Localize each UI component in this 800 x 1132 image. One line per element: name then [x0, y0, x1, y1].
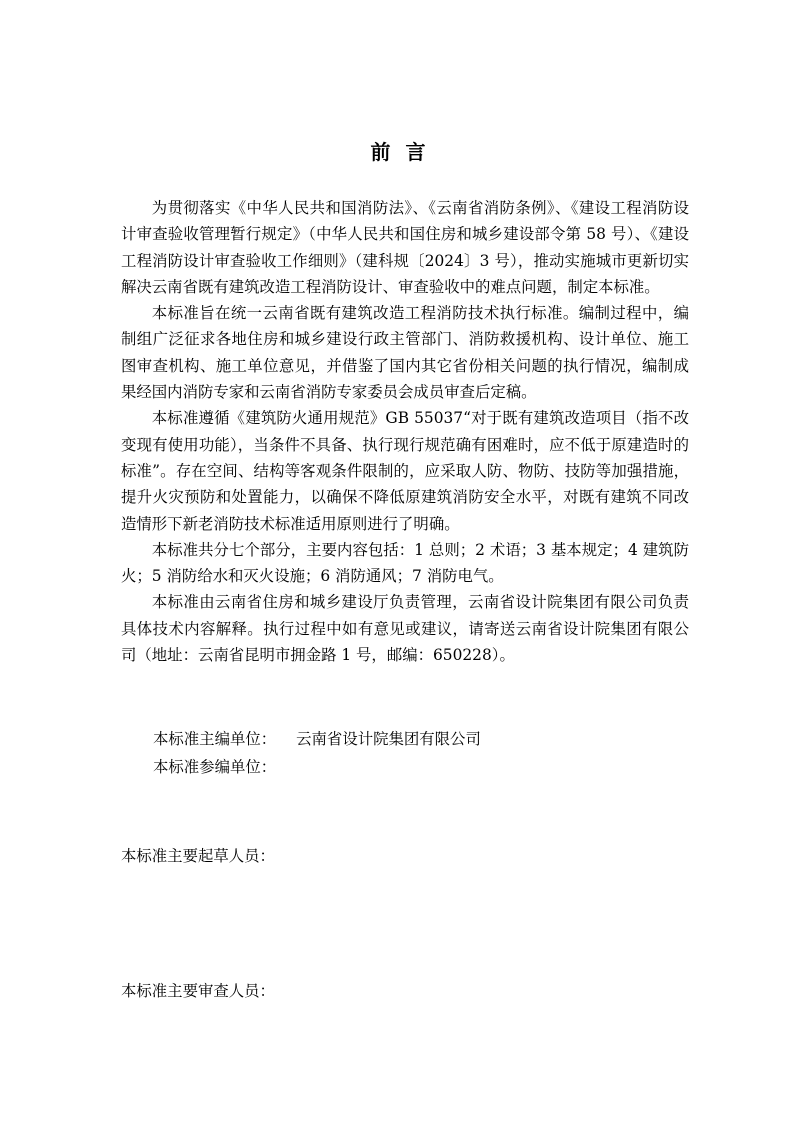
chief-unit-label: 本标准主编单位： [153, 730, 277, 748]
reviewers-label: 本标准主要审查人员： [121, 982, 275, 1000]
participating-unit-label: 本标准参编单位： [153, 758, 277, 776]
paragraph-aim: 本标准旨在统一云南省既有建筑改造工程消防技术执行标准。编制过程中，编制组广泛征求各地住房和城乡建设行政主管部门、消防救援机构、设计单位、施工图审查机构、施工单位意见，并借鉴了国内其它省份相关问题的执行情况，编制成果经国内消防专家和云南省消防专家委员会成员审查后定稿。 [121, 304, 689, 402]
page-title: 前 言 [370, 140, 430, 164]
chief-unit-value: 云南省设计院集团有限公司 [296, 730, 481, 748]
drafters-label: 本标准主要起草人员： [121, 847, 275, 865]
paragraph-management: 本标准由云南省住房和城乡建设厅负责管理，云南省设计院集团有限公司负责具体技术内容解释。执行过程中如有意见或建议，请寄送云南省设计院集团有限公司（地址：云南省昆明市拥金路 1 号，邮编：650228）。 [121, 593, 689, 665]
participating-unit-row [153, 753, 481, 781]
paragraph-purpose: 为贯彻落实《中华人民共和国消防法》、《云南省消防条例》、《建设工程消防设计审查验收管理暂行规定》（中华人民共和国住房和城乡建设部令第 58 号）、《建设工程消防设计审查验收工作细则》（建科规〔2024〕3 号），推动实施城市更新切实解决云南省既有建筑改造工程消防设计、审查验收中的难点问题，制定本标准。 [121, 199, 689, 296]
paragraph-principle: 本标准遵循《建筑防火通用规范》GB 55037“对于既有建筑改造项目（指不改变现有使用功能），当条件不具备、执行现行规范确有困难时，应不低于原建造时的标准”。存在空间、结构等客观条件限制的，应采取人防、物防、技防等加强措施，提升火灾预防和处置能力，以确保不降低原建筑消防安全水平，对既有建筑不同改造情形下新老消防技术标准适用原则进行了明确。 [121, 409, 689, 533]
chief-unit-row [153, 725, 481, 753]
units-block [153, 725, 481, 781]
paragraph-contents: 本标准共分七个部分，主要内容包括：1 总则；2 术语；3 基本规定；4 建筑防火；5 消防给水和灭火设施；6 消防通风；7 消防电气。 [121, 540, 689, 586]
preface-body [121, 195, 689, 668]
